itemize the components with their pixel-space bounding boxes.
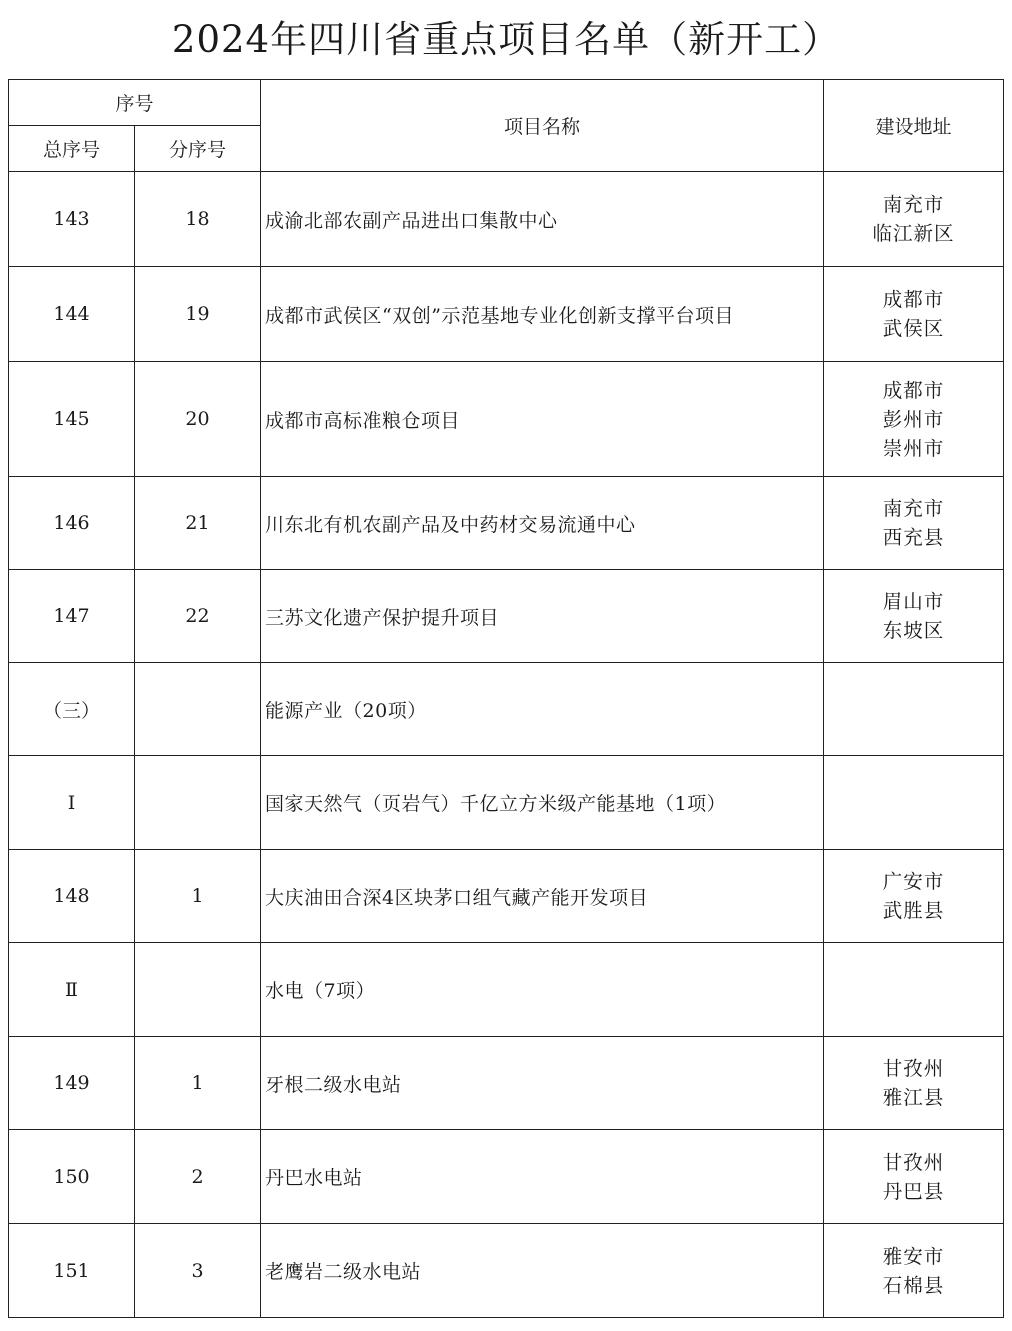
total-seq-cell: 150 <box>9 1130 135 1224</box>
table-row <box>9 1037 1004 1130</box>
total-seq-cell: Ⅱ <box>9 943 135 1037</box>
sub-seq-cell: 1 <box>135 1037 261 1130</box>
address-cell <box>824 267 1004 362</box>
project-table <box>8 79 1004 1318</box>
address-line: 广安市 <box>882 870 945 893</box>
sub-seq-cell: 3 <box>135 1224 261 1318</box>
total-seq-cell: 146 <box>9 477 135 570</box>
address-cell <box>824 850 1004 943</box>
table-body <box>9 172 1004 1318</box>
table-row <box>9 756 1004 850</box>
address-cell <box>824 362 1004 477</box>
table-row <box>9 943 1004 1037</box>
table-row <box>9 570 1004 663</box>
table-row <box>9 1224 1004 1318</box>
total-seq-cell: Ⅰ <box>9 756 135 850</box>
project-name-cell: 三苏文化遗产保护提升项目 <box>261 570 824 663</box>
project-name-cell: 老鹰岩二级水电站 <box>261 1224 824 1318</box>
address-line: 雅安市 <box>882 1244 945 1268</box>
page-title: 2024年四川省重点项目名单（新开工） <box>171 18 841 61</box>
address-cell <box>824 663 1004 756</box>
table-row <box>9 477 1004 570</box>
address-line: 成都市 <box>882 288 945 311</box>
project-name-cell: 大庆油田合深4区块茅口组气藏产能开发项目 <box>261 850 824 943</box>
address-cell <box>824 1037 1004 1130</box>
address-line: 甘孜州 <box>882 1057 945 1080</box>
sub-seq-cell: 1 <box>135 850 261 943</box>
address-line: 东坡区 <box>882 619 945 642</box>
project-name-cell: 能源产业（20项） <box>261 663 824 756</box>
sub-seq-cell <box>135 663 261 756</box>
sub-seq-cell: 21 <box>135 477 261 570</box>
total-seq-cell: 149 <box>9 1037 135 1130</box>
header-sub-seq: 分序号 <box>135 126 261 172</box>
total-seq-cell: 143 <box>9 172 135 267</box>
total-seq-cell: 148 <box>9 850 135 943</box>
address-line: 雅江县 <box>882 1086 945 1109</box>
address-cell <box>824 1130 1004 1224</box>
total-seq-cell: 144 <box>9 267 135 362</box>
project-name-cell: 国家天然气（页岩气）千亿立方米级产能基地（1项） <box>261 756 824 850</box>
table-row <box>9 850 1004 943</box>
table-header <box>9 80 1004 172</box>
address-line: 成都市 <box>882 378 945 402</box>
address-cell <box>824 756 1004 850</box>
total-seq-cell: 145 <box>9 362 135 477</box>
address-line: 南充市 <box>882 497 945 520</box>
sub-seq-cell: 18 <box>135 172 261 267</box>
address-line: 南充市 <box>882 193 945 216</box>
address-line: 崇州市 <box>882 436 945 460</box>
address-line: 彭州市 <box>882 407 945 431</box>
address-line: 西充县 <box>882 526 945 549</box>
total-seq-cell: 147 <box>9 570 135 663</box>
table-row <box>9 267 1004 362</box>
sub-seq-cell <box>135 756 261 850</box>
total-seq-cell: （三） <box>9 663 135 756</box>
address-line: 武侯区 <box>882 317 945 340</box>
header-total-seq: 总序号 <box>9 126 135 172</box>
address-cell <box>824 1224 1004 1318</box>
table-row <box>9 362 1004 477</box>
address-line: 石棉县 <box>882 1273 945 1297</box>
total-seq-cell: 151 <box>9 1224 135 1318</box>
table-row <box>9 663 1004 756</box>
header-seq-group: 序号 <box>9 80 261 126</box>
address-cell <box>824 943 1004 1037</box>
project-name-cell: 牙根二级水电站 <box>261 1037 824 1130</box>
table-row <box>9 1130 1004 1224</box>
address-line: 临江新区 <box>872 222 955 245</box>
sub-seq-cell: 20 <box>135 362 261 477</box>
table-row <box>9 172 1004 267</box>
project-name-cell: 成渝北部农副产品进出口集散中心 <box>261 172 824 267</box>
project-name-cell: 成都市武侯区“双创”示范基地专业化创新支撑平台项目 <box>261 267 824 362</box>
address-line: 眉山市 <box>882 590 945 613</box>
project-name-cell: 水电（7项） <box>261 943 824 1037</box>
address-line: 武胜县 <box>882 899 945 922</box>
sub-seq-cell: 19 <box>135 267 261 362</box>
sub-seq-cell <box>135 943 261 1037</box>
address-cell <box>824 477 1004 570</box>
header-address: 建设地址 <box>824 80 1004 172</box>
sub-seq-cell: 22 <box>135 570 261 663</box>
project-name-cell: 川东北有机农副产品及中药材交易流通中心 <box>261 477 824 570</box>
project-name-cell: 成都市高标准粮仓项目 <box>261 362 824 477</box>
sub-seq-cell: 2 <box>135 1130 261 1224</box>
address-line: 丹巴县 <box>882 1179 945 1203</box>
project-name-cell: 丹巴水电站 <box>261 1130 824 1224</box>
address-cell <box>824 172 1004 267</box>
address-cell <box>824 570 1004 663</box>
header-project-name: 项目名称 <box>261 80 824 172</box>
address-line: 甘孜州 <box>882 1150 945 1174</box>
